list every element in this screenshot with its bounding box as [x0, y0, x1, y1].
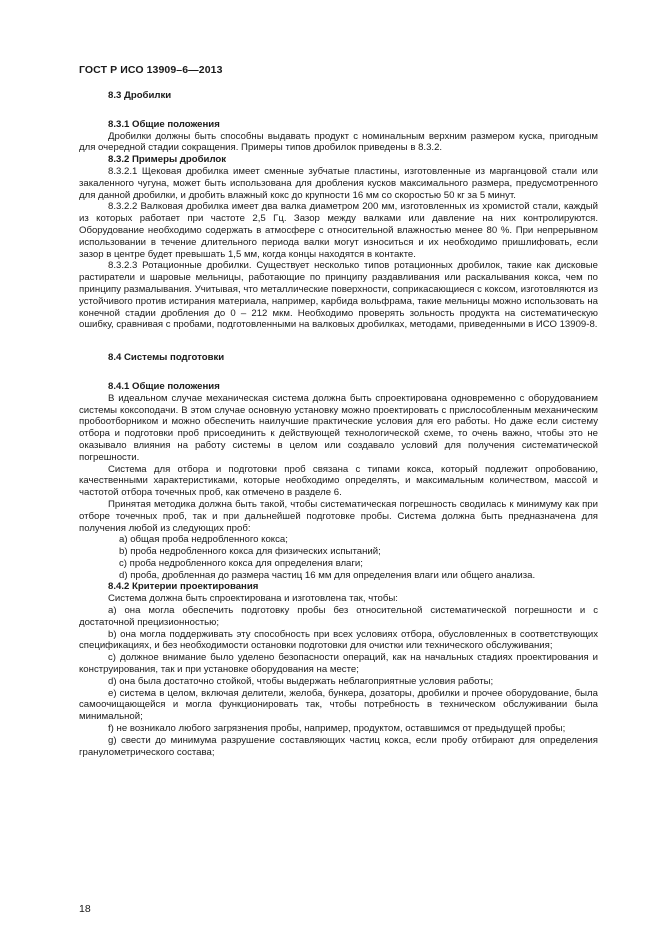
paragraph: Система для отбора и подготовки проб связана с типами кокса, который подлежит опробованию, качественными характеристиками, которые необходимо определять, и максимальным количеством, массой и частотой отбора точечных проб, как отмечено в разделе 6. [79, 463, 598, 499]
list-item: d) проба, дробленная до размера частиц 16 мм для определения влаги или общего анализа. [119, 569, 536, 581]
section-heading: 8.3 Дробилки [108, 90, 172, 101]
paragraph: Принятая методика должна быть такой, чтобы систематическая погрешность сводилась к минимуму как при отборе точечных проб, так и при дальнейшей подготовке пробы. Система должна быть предназначена для получения любой из следующих проб: [79, 498, 598, 534]
section-heading: 8.4 Системы подготовки [108, 352, 225, 364]
spacer [79, 331, 598, 349]
paragraph: В идеальном случае механическая система должна быть спроектирована одновременно с оборудованием системы коксоподачи. В этом случае основную установку можно проектировать с прислособленным механическим пробоотборником и можно обеспечить наилучшие практические условия для его работы. Но даже если систему отбора и подготовки проб присоединить к действующей технологической схеме, то очень важно, чтобы это не оказывало влияния на работу системы в целом или создавало условий для получения систематической погрешности. [79, 392, 598, 463]
list-item: c) проба недробленного кокса для определения влаги; [119, 557, 363, 569]
subsection-heading: 8.4.2 Критерии проектирования [108, 581, 259, 593]
paragraph: 8.3.2.3 Ротационные дробилки. Существует несколько типов ротационных дробилок, такие как дисковые растиратели и шаровые мельницы, работающие по принципу раздавливания или раскалывания кокса, чем по принципу размалывания. Учитывая, что металлические поверхности, соприкасающиеся с коксом, изготовляются из устойчивого против истирания материала, например, карбида вольфрама, такие мельницы можно использовать на конечной стадии дробления до 0 – 212 мкм. Необходимо проверять зольность продукта на систематическую ошибку, сравнивая с пробами, подготовленными на валковых дробилках, методами, приведенными в ИСО 13909-8. [79, 260, 598, 331]
paragraph: 8.3.2.1 Щековая дробилка имеет сменные зубчатые пластины, изготовленные из марганцовой стали или закаленного чугуна, может быть использована для дробления кусков максимального размера, предусмотренного для данной дробилки, и дробить влажный кокс до крупности 16 мм со скоростью 50 кг за 5 минут. [79, 165, 598, 201]
paragraph: e) система в целом, включая делители, желоба, бункера, дозаторы, дробилки и прочее оборудование, была самоочищающейся и могла функционировать так, чтобы потребность в техническом обслуживании была минимальной; [79, 687, 598, 723]
paragraph: 8.3.2.2 Валковая дробилка имеет два валка диаметром 200 мм, изготовленных из хромистой стали, каждый из которых работает при частоте 2,5 Гц. Зазор между валками или давление на них контролируются. Оборудование необходимо содержать в атмосфере с относительной влажностью менее 80 %. При непрерывном использовании в течение длительного периода валки могут износиться и их необходимо пришлифовать, если зазор в центре будет превышать 1,5 мм, когда концы находятся в контакте. [79, 201, 598, 260]
document-body [79, 87, 598, 758]
paragraph: b) она могла поддерживать эту способность при всех условиях отбора, обусловленных в соответствующих спецификациях, и без необходимости остановки подготовки для очистки или технического обслуживания; [79, 628, 598, 652]
page-number: 18 [79, 903, 91, 915]
list-item: a) общая проба недробленного кокса; [119, 534, 288, 546]
paragraph: c) должное внимание было уделено безопасности операций, как на начальных стадиях проектирования и конструирования, так и при установке оборудования на месте; [79, 652, 598, 676]
subsection-heading: 8.3.2 Примеры дробилок [108, 154, 227, 166]
paragraph: Система должна быть спроектирована и изготовлена так, чтобы: [108, 593, 398, 605]
paragraph: a) она могла обеспечить подготовку пробы без относительной систематической погрешности и с достаточной прецизионностью; [79, 605, 598, 628]
paragraph: d) она была достаточно стойкой, чтобы выдержать неблагоприятные условия работы; [108, 675, 494, 687]
subsection-heading: 8.4.1 Общие положения [108, 380, 220, 392]
list-item: b) проба недробленного кокса для физических испытаний; [119, 546, 381, 558]
paragraph: g) свести до минимума разрушение составляющих частиц кокса, если пробу отбирают для определения гранулометрического состава; [79, 734, 598, 758]
paragraph: Дробилки должны быть способны выдавать продукт с номинальным верхним размером куска, пригодным для очередной стадии сокращения. Примеры типов дробилок приведены в 8.3.2. [79, 130, 598, 154]
paragraph: f) не возникало любого загрязнения пробы, например, продуктом, оставшимся от предыдущей пробы; [108, 723, 566, 735]
document-header: ГОСТ Р ИСО 13909–6—2013 [79, 64, 223, 76]
subsection-heading: 8.3.1 Общие положения [108, 118, 220, 130]
